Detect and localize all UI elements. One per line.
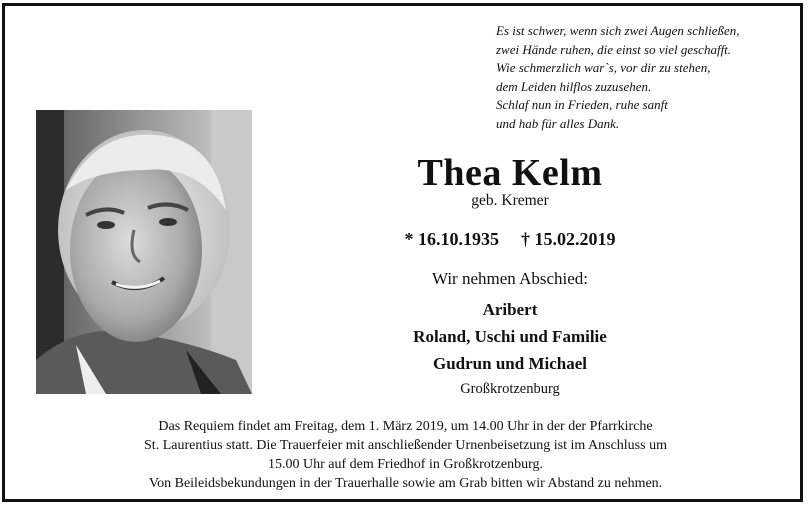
poem-line: Es ist schwer, wenn sich zwei Augen schließen, — [496, 23, 740, 38]
notice-line: 15.00 Uhr auf dem Friedhof in Großkrotzenburg. — [267, 457, 544, 472]
service-notice — [60, 417, 751, 493]
life-dates — [300, 227, 720, 251]
notice-line: Von Beileidsbekundungen in der Trauerhalle sowie am Grab bitten wir Abstand zu nehmen. — [148, 476, 663, 491]
death-date: † 15.02.2019 — [521, 229, 616, 249]
poem-line: Wie schmerzlich war`s, vor dir zu stehen, — [496, 60, 711, 76]
notice-line: Das Requiem findet am Freitag, dem 1. März 2019, um 14.00 Uhr in der der Pfarrkirche — [158, 419, 653, 434]
portrait-photo — [36, 110, 252, 394]
birth-date: * 16.10.1935 — [404, 229, 499, 249]
mourner-place: Großkrotzenburg — [460, 381, 560, 397]
mourner-name: Gudrun und Michael — [433, 354, 587, 373]
maiden-name: geb. Kremer — [471, 192, 549, 209]
farewell-heading: Wir nehmen Abschied: — [431, 269, 589, 288]
mourner-name: Aribert — [482, 300, 538, 319]
mourner-name: Roland, Uschi und Familie — [413, 327, 607, 346]
deceased-name: Thea Kelm — [417, 152, 603, 194]
memorial-poem — [496, 22, 796, 134]
poem-line: und hab für alles Dank. — [496, 115, 620, 131]
poem-line: dem Leiden hilflos zuzusehen. — [496, 78, 652, 94]
mourner-list — [300, 296, 720, 377]
poem-line: zwei Hände ruhen, die einst so viel geschafft. — [496, 41, 732, 57]
notice-line: St. Laurentius statt. Die Trauerfeier mit anschließender Urnenbeisetzung ist im Anschluss um — [144, 438, 667, 453]
poem-line: Schlaf nun in Frieden, ruhe sanft — [496, 97, 668, 113]
